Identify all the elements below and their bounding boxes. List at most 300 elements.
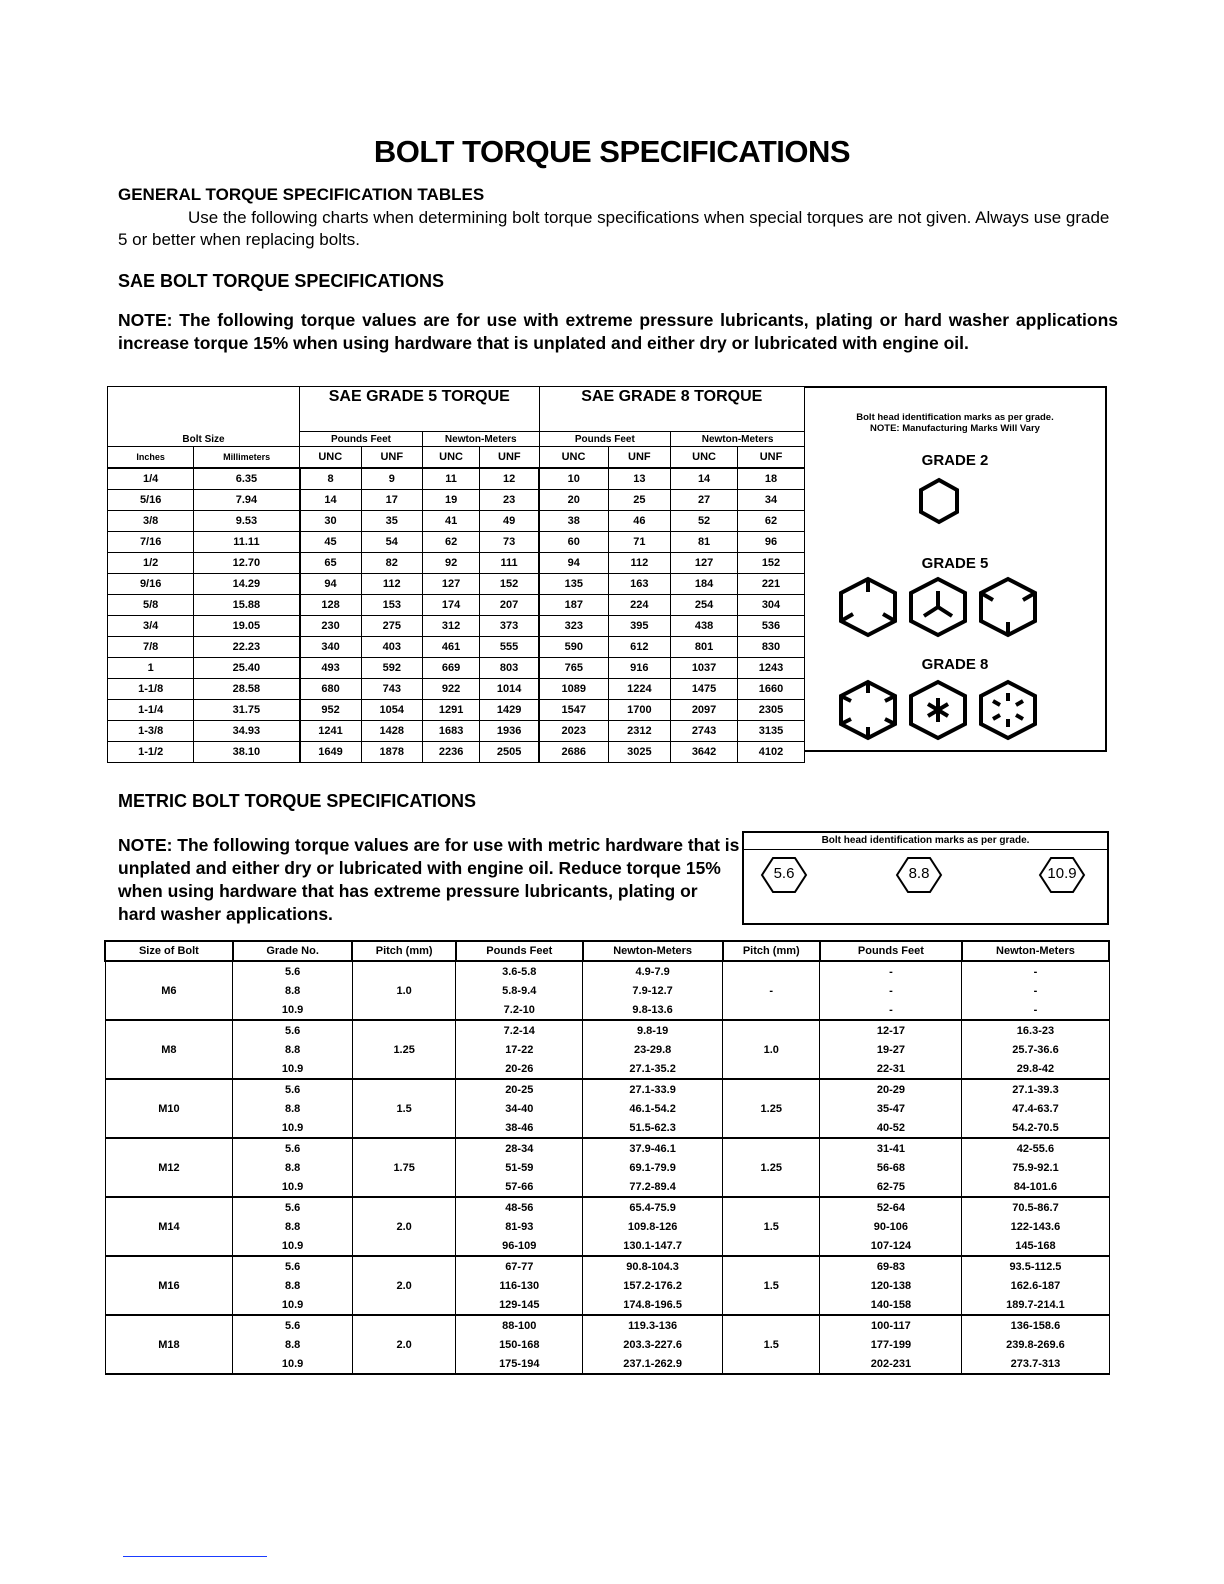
metric-grade: 8.8 — [233, 981, 353, 1000]
sae-cell: 45 — [300, 532, 361, 553]
metric-mark-56: 5.6 — [773, 865, 795, 882]
sae-cell: 224 — [608, 595, 671, 616]
metric-lbft-fine: - — [820, 961, 962, 981]
metric-bolt-size: M12 — [105, 1138, 233, 1197]
metric-bolt-size: M6 — [105, 961, 233, 1020]
metric-bolt-size: M16 — [105, 1256, 233, 1315]
sae-cell: 922 — [423, 679, 480, 700]
metric-table-row — [105, 961, 1109, 981]
sae-cell: 803 — [480, 658, 539, 679]
metric-grade: 10.9 — [233, 1000, 353, 1020]
metric-nm-coarse: 9.8-13.6 — [583, 1000, 723, 1020]
sae-cell: 612 — [608, 637, 671, 658]
metric-grade: 10.9 — [233, 1059, 353, 1079]
metric-nm-coarse: 65.4-75.9 — [583, 1197, 723, 1217]
sae-note: NOTE: The following torque values are for use with extreme pressure lubricants, plating or hard washer applications increase torque 15% when using hardware that is unplated and either dry or lubricated with engine oil. — [118, 310, 1118, 353]
sae-cell: 92 — [423, 553, 480, 574]
sae-cell: 207 — [480, 595, 539, 616]
sae-cell: 163 — [608, 574, 671, 595]
sae-cell: 14 — [300, 490, 361, 511]
unf-header: UNF — [361, 447, 422, 469]
sae-cell: 2023 — [539, 721, 608, 742]
metric-bolt-size: M14 — [105, 1197, 233, 1256]
metric-lbft-fine: 140-158 — [820, 1295, 962, 1315]
metric-mark-109: 10.9 — [1047, 865, 1077, 882]
sae-heading: SAE BOLT TORQUE SPECIFICATIONS — [118, 271, 445, 291]
metric-nm-fine: 47.4-63.7 — [962, 1099, 1109, 1118]
sae-cell: 275 — [361, 616, 422, 637]
metric-lbft-coarse: 48-56 — [456, 1197, 583, 1217]
sae-cell: 10 — [539, 468, 608, 490]
metric-lbft-fine: - — [820, 981, 962, 1000]
sae-cell: 1936 — [480, 721, 539, 742]
sae-cell: 9.53 — [194, 511, 300, 532]
unf-header: UNF — [738, 447, 805, 469]
metric-grade: 10.9 — [233, 1295, 353, 1315]
sae-cell: 2305 — [738, 700, 805, 721]
unc-header: UNC — [423, 447, 480, 469]
metric-grade: 5.6 — [233, 1138, 353, 1158]
metric-nm-coarse: 237.1-262.9 — [583, 1354, 723, 1374]
metric-table-row — [105, 1276, 1109, 1295]
sae-cell: 438 — [671, 616, 738, 637]
sae-cell: 1054 — [361, 700, 422, 721]
metric-lbft-fine: 12-17 — [820, 1020, 962, 1040]
sae-table-row — [108, 658, 805, 679]
sae-cell: 536 — [738, 616, 805, 637]
sae-cell: 1-1/8 — [108, 679, 194, 700]
metric-lbft-fine: 52-64 — [820, 1197, 962, 1217]
metric-pitch-fine: 1.25 — [723, 1079, 820, 1138]
sae-cell: 96 — [738, 532, 805, 553]
metric-lbft-fine: 31-41 — [820, 1138, 962, 1158]
metric-table-row — [105, 1256, 1109, 1276]
grade8-hex-center-icon — [911, 682, 965, 738]
sae-cell: 19.05 — [194, 616, 300, 637]
sae-cell: 18 — [738, 468, 805, 490]
sae-cell: 135 — [539, 574, 608, 595]
unf-header: UNF — [480, 447, 539, 469]
sae-cell: 1243 — [738, 658, 805, 679]
metric-table-row — [105, 1236, 1109, 1256]
sae-cell: 1-1/2 — [108, 742, 194, 763]
sae-cell: 174 — [423, 595, 480, 616]
sae-grade-id-panel — [804, 386, 1107, 752]
metric-nm-coarse: 203.3-227.6 — [583, 1335, 723, 1354]
metric-nm-coarse: 27.1-33.9 — [583, 1079, 723, 1099]
general-heading: GENERAL TORQUE SPECIFICATION TABLES — [118, 185, 485, 204]
metric-pitch-fine: 1.5 — [723, 1315, 820, 1374]
metric-nm-coarse: 109.8-126 — [583, 1217, 723, 1236]
sae-cell: 1547 — [539, 700, 608, 721]
metric-nm-fine: 70.5-86.7 — [962, 1197, 1109, 1217]
sae-cell: 73 — [480, 532, 539, 553]
metric-grade: 8.8 — [233, 1040, 353, 1059]
sae-cell: 4102 — [738, 742, 805, 763]
sae-cell: 22.23 — [194, 637, 300, 658]
sae-cell: 304 — [738, 595, 805, 616]
met-h-lbft1: Pounds Feet — [456, 941, 583, 961]
sae-cell: 743 — [361, 679, 422, 700]
metric-pitch-coarse: 2.0 — [352, 1315, 455, 1374]
metric-nm-coarse: 7.9-12.7 — [583, 981, 723, 1000]
sae-cell: 2097 — [671, 700, 738, 721]
met-h-pitch1: Pitch (mm) — [352, 941, 455, 961]
grade5-hex-center-icon — [911, 579, 965, 635]
sae-table-row — [108, 700, 805, 721]
sae-cell: 28.58 — [194, 679, 300, 700]
sae-cell: 221 — [738, 574, 805, 595]
grade2-label: GRADE 2 — [921, 452, 989, 469]
sae-cell: 2743 — [671, 721, 738, 742]
sae-cell: 7/16 — [108, 532, 194, 553]
sae-cell: 2686 — [539, 742, 608, 763]
metric-nm-coarse: 46.1-54.2 — [583, 1099, 723, 1118]
metric-table-row — [105, 1118, 1109, 1138]
metric-nm-fine: - — [962, 981, 1109, 1000]
metric-pitch-coarse: 1.25 — [352, 1020, 455, 1079]
metric-lbft-fine: 19-27 — [820, 1040, 962, 1059]
sae-cell: 1/2 — [108, 553, 194, 574]
sae-cell: 111 — [480, 553, 539, 574]
sae-cell: 5/8 — [108, 595, 194, 616]
metric-nm-fine: 29.8-42 — [962, 1059, 1109, 1079]
metric-lbft-coarse: 150-168 — [456, 1335, 583, 1354]
sae-cell: 112 — [361, 574, 422, 595]
sae-cell: 3025 — [608, 742, 671, 763]
sae-cell: 312 — [423, 616, 480, 637]
unf-header: UNF — [608, 447, 671, 469]
grade8-label: GRADE 8 — [921, 656, 989, 673]
metric-lbft-coarse: 129-145 — [456, 1295, 583, 1315]
unc-header: UNC — [539, 447, 608, 469]
sae-cell: 230 — [300, 616, 361, 637]
metric-pitch-coarse: 2.0 — [352, 1197, 455, 1256]
metric-lbft-coarse: 175-194 — [456, 1354, 583, 1374]
metric-lbft-coarse: 17-22 — [456, 1040, 583, 1059]
metric-lbft-coarse: 20-26 — [456, 1059, 583, 1079]
sae-cell: 1649 — [300, 742, 361, 763]
sae-cell: 1241 — [300, 721, 361, 742]
metric-grade: 10.9 — [233, 1354, 353, 1374]
metric-lbft-fine: 100-117 — [820, 1315, 962, 1335]
sae-torque-table — [107, 386, 805, 763]
sae-cell: 128 — [300, 595, 361, 616]
sae-cell: 15.88 — [194, 595, 300, 616]
sae-table-row — [108, 553, 805, 574]
grade8-hex-right-icon — [981, 682, 1035, 738]
sae-cell: 2236 — [423, 742, 480, 763]
g8-newton-meters: Newton-Meters — [671, 432, 805, 447]
metric-lbft-fine: 40-52 — [820, 1118, 962, 1138]
sae-cell: 19 — [423, 490, 480, 511]
metric-table-row — [105, 981, 1109, 1000]
sae-cell: 373 — [480, 616, 539, 637]
sae-cell: 403 — [361, 637, 422, 658]
metric-nm-coarse: 130.1-147.7 — [583, 1236, 723, 1256]
metric-lbft-fine: 22-31 — [820, 1059, 962, 1079]
grade5-header: SAE GRADE 5 TORQUE — [300, 387, 539, 432]
metric-nm-coarse: 51.5-62.3 — [583, 1118, 723, 1138]
sae-cell: 340 — [300, 637, 361, 658]
metric-lbft-fine: 177-199 — [820, 1335, 962, 1354]
metric-pitch-coarse: 1.0 — [352, 961, 455, 1020]
metric-nm-coarse: 174.8-196.5 — [583, 1295, 723, 1315]
sae-cell: 916 — [608, 658, 671, 679]
sae-table-row — [108, 490, 805, 511]
metric-grade: 10.9 — [233, 1236, 353, 1256]
metric-table-row — [105, 1138, 1109, 1158]
sae-table-row — [108, 742, 805, 763]
sae-cell: 71 — [608, 532, 671, 553]
sae-cell: 1429 — [480, 700, 539, 721]
metric-lbft-coarse: 67-77 — [456, 1256, 583, 1276]
met-h-nm2: Newton-Meters — [962, 941, 1109, 961]
sae-cell: 555 — [480, 637, 539, 658]
metric-table-row — [105, 1217, 1109, 1236]
metric-nm-fine: 239.8-269.6 — [962, 1335, 1109, 1354]
sae-cell: 34.93 — [194, 721, 300, 742]
metric-nm-coarse: 90.8-104.3 — [583, 1256, 723, 1276]
sae-cell: 1683 — [423, 721, 480, 742]
metric-mark-88: 8.8 — [908, 865, 930, 882]
metric-lbft-coarse: 20-25 — [456, 1079, 583, 1099]
metric-grade: 5.6 — [233, 961, 353, 981]
sae-id-caption-line1: Bolt head identification marks as per grade. — [856, 412, 1054, 423]
sae-cell: 12 — [480, 468, 539, 490]
metric-pitch-fine: 1.5 — [723, 1197, 820, 1256]
metric-nm-coarse: 37.9-46.1 — [583, 1138, 723, 1158]
metric-lbft-fine: 56-68 — [820, 1158, 962, 1177]
sae-cell: 49 — [480, 511, 539, 532]
footer-link-underline — [123, 1556, 267, 1557]
sae-cell: 127 — [671, 553, 738, 574]
sae-cell: 1014 — [480, 679, 539, 700]
grade5-label: GRADE 5 — [921, 555, 989, 572]
sae-table-row — [108, 721, 805, 742]
metric-table-row — [105, 1295, 1109, 1315]
metric-nm-coarse: 4.9-7.9 — [583, 961, 723, 981]
metric-lbft-fine: 35-47 — [820, 1099, 962, 1118]
sae-table-row — [108, 574, 805, 595]
sae-cell: 461 — [423, 637, 480, 658]
sae-cell: 11.11 — [194, 532, 300, 553]
metric-grade: 8.8 — [233, 1217, 353, 1236]
general-text: Use the following charts when determining bolt torque specifications when special torques are not given. Always use grade 5 or better when replacing bolts. — [118, 208, 1110, 249]
sae-cell: 1/4 — [108, 468, 194, 490]
metric-lbft-coarse: 34-40 — [456, 1099, 583, 1118]
metric-table-row — [105, 1020, 1109, 1040]
inches-header: Inches — [108, 447, 194, 469]
metric-table-row — [105, 1315, 1109, 1335]
sae-cell: 1-3/8 — [108, 721, 194, 742]
met-h-pitch2: Pitch (mm) — [723, 941, 820, 961]
sae-cell: 14.29 — [194, 574, 300, 595]
metric-table-row — [105, 1059, 1109, 1079]
metric-lbft-coarse: 5.8-9.4 — [456, 981, 583, 1000]
unc-header: UNC — [671, 447, 738, 469]
sae-cell: 152 — [480, 574, 539, 595]
metric-nm-fine: 75.9-92.1 — [962, 1158, 1109, 1177]
sae-table-row — [108, 511, 805, 532]
sae-cell: 3/8 — [108, 511, 194, 532]
sae-table-row — [108, 616, 805, 637]
sae-cell: 41 — [423, 511, 480, 532]
metric-lbft-coarse: 116-130 — [456, 1276, 583, 1295]
metric-lbft-fine: 107-124 — [820, 1236, 962, 1256]
metric-grade: 8.8 — [233, 1335, 353, 1354]
metric-nm-coarse: 119.3-136 — [583, 1315, 723, 1335]
millimeters-header: Millimeters — [194, 447, 300, 469]
unc-header: UNC — [300, 447, 361, 469]
metric-pitch-fine: 1.5 — [723, 1256, 820, 1315]
sae-table-row — [108, 468, 805, 490]
metric-lbft-coarse: 51-59 — [456, 1158, 583, 1177]
metric-nm-coarse: 27.1-35.2 — [583, 1059, 723, 1079]
metric-lbft-coarse: 3.6-5.8 — [456, 961, 583, 981]
metric-grade-id-panel — [742, 831, 1109, 925]
metric-nm-fine: 16.3-23 — [962, 1020, 1109, 1040]
sae-cell: 1660 — [738, 679, 805, 700]
sae-cell: 25.40 — [194, 658, 300, 679]
metric-pitch-fine: 1.0 — [723, 1020, 820, 1079]
metric-torque-table — [104, 940, 1110, 1375]
sae-cell: 3135 — [738, 721, 805, 742]
sae-cell: 38.10 — [194, 742, 300, 763]
metric-table-row — [105, 1335, 1109, 1354]
sae-cell: 23 — [480, 490, 539, 511]
metric-lbft-coarse: 96-109 — [456, 1236, 583, 1256]
metric-grade: 8.8 — [233, 1158, 353, 1177]
metric-lbft-fine: 20-29 — [820, 1079, 962, 1099]
sae-cell: 127 — [423, 574, 480, 595]
metric-lbft-coarse: 28-34 — [456, 1138, 583, 1158]
sae-cell: 153 — [361, 595, 422, 616]
sae-cell: 34 — [738, 490, 805, 511]
met-h-size: Size of Bolt — [105, 941, 233, 961]
metric-grade: 5.6 — [233, 1079, 353, 1099]
metric-table-row — [105, 1000, 1109, 1020]
sae-table-row — [108, 637, 805, 658]
sae-cell: 14 — [671, 468, 738, 490]
sae-cell: 1037 — [671, 658, 738, 679]
metric-nm-fine: 42-55.6 — [962, 1138, 1109, 1158]
metric-nm-fine: 54.2-70.5 — [962, 1118, 1109, 1138]
sae-cell: 493 — [300, 658, 361, 679]
sae-cell: 52 — [671, 511, 738, 532]
sae-cell: 1224 — [608, 679, 671, 700]
metric-note: NOTE: The following torque values are for use with metric hardware that is unplated and either dry or lubricated with engine oil. Reduce torque 15% when using hardware that has extreme pressure lubricants, plating or hard washer applications. — [118, 835, 740, 924]
sae-cell: 54 — [361, 532, 422, 553]
sae-cell: 592 — [361, 658, 422, 679]
sae-cell: 323 — [539, 616, 608, 637]
metric-table-row — [105, 1040, 1109, 1059]
sae-id-caption-line2: NOTE: Manufacturing Marks Will Vary — [870, 423, 1040, 434]
sae-cell: 952 — [300, 700, 361, 721]
sae-cell: 7.94 — [194, 490, 300, 511]
sae-cell: 395 — [608, 616, 671, 637]
sae-cell: 35 — [361, 511, 422, 532]
sae-table-row — [108, 679, 805, 700]
metric-bolt-size: M18 — [105, 1315, 233, 1374]
sae-cell: 38 — [539, 511, 608, 532]
metric-nm-fine: 93.5-112.5 — [962, 1256, 1109, 1276]
metric-nm-fine: 145-168 — [962, 1236, 1109, 1256]
sae-cell: 2312 — [608, 721, 671, 742]
sae-cell: 801 — [671, 637, 738, 658]
metric-lbft-fine: 62-75 — [820, 1177, 962, 1197]
sae-cell: 1 — [108, 658, 194, 679]
metric-lbft-coarse: 81-93 — [456, 1217, 583, 1236]
metric-lbft-fine: 120-138 — [820, 1276, 962, 1295]
grade8-header: SAE GRADE 8 TORQUE — [539, 387, 804, 432]
metric-pitch-fine: - — [723, 961, 820, 1020]
sae-cell: 830 — [738, 637, 805, 658]
sae-cell: 7/8 — [108, 637, 194, 658]
metric-table-row — [105, 1177, 1109, 1197]
sae-cell: 187 — [539, 595, 608, 616]
sae-table-row — [108, 532, 805, 553]
metric-nm-fine: - — [962, 1000, 1109, 1020]
metric-grade: 8.8 — [233, 1276, 353, 1295]
sae-cell: 152 — [738, 553, 805, 574]
metric-pitch-coarse: 1.75 — [352, 1138, 455, 1197]
sae-cell: 254 — [671, 595, 738, 616]
metric-bolt-size: M8 — [105, 1020, 233, 1079]
sae-cell: 1700 — [608, 700, 671, 721]
metric-pitch-coarse: 1.5 — [352, 1079, 455, 1138]
sae-cell: 680 — [300, 679, 361, 700]
sae-cell: 112 — [608, 553, 671, 574]
met-h-grade: Grade No. — [233, 941, 353, 961]
sae-cell: 13 — [608, 468, 671, 490]
metric-nm-fine: 273.7-313 — [962, 1354, 1109, 1374]
metric-nm-coarse: 23-29.8 — [583, 1040, 723, 1059]
grade8-hex-left-icon — [841, 682, 895, 738]
sae-cell: 62 — [738, 511, 805, 532]
metric-nm-fine: 189.7-214.1 — [962, 1295, 1109, 1315]
sae-table-row — [108, 595, 805, 616]
sae-cell: 20 — [539, 490, 608, 511]
metric-lbft-coarse: 7.2-10 — [456, 1000, 583, 1020]
metric-bolt-size: M10 — [105, 1079, 233, 1138]
sae-cell: 46 — [608, 511, 671, 532]
sae-cell: 2505 — [480, 742, 539, 763]
metric-nm-coarse: 157.2-176.2 — [583, 1276, 723, 1295]
sae-cell: 5/16 — [108, 490, 194, 511]
sae-cell: 9/16 — [108, 574, 194, 595]
metric-table-row — [105, 1079, 1109, 1099]
sae-cell: 65 — [300, 553, 361, 574]
sae-cell: 11 — [423, 468, 480, 490]
sae-cell: 82 — [361, 553, 422, 574]
metric-table-row — [105, 1099, 1109, 1118]
metric-nm-fine: 136-158.6 — [962, 1315, 1109, 1335]
sae-cell: 3642 — [671, 742, 738, 763]
metric-lbft-coarse: 88-100 — [456, 1315, 583, 1335]
sae-cell: 669 — [423, 658, 480, 679]
sae-cell: 9 — [361, 468, 422, 490]
sae-cell: 1089 — [539, 679, 608, 700]
metric-grade: 10.9 — [233, 1118, 353, 1138]
sae-cell: 590 — [539, 637, 608, 658]
metric-nm-fine: - — [962, 961, 1109, 981]
metric-nm-coarse: 69.1-79.9 — [583, 1158, 723, 1177]
metric-nm-fine: 84-101.6 — [962, 1177, 1109, 1197]
sae-cell: 1291 — [423, 700, 480, 721]
sae-cell: 1475 — [671, 679, 738, 700]
metric-nm-fine: 27.1-39.3 — [962, 1079, 1109, 1099]
